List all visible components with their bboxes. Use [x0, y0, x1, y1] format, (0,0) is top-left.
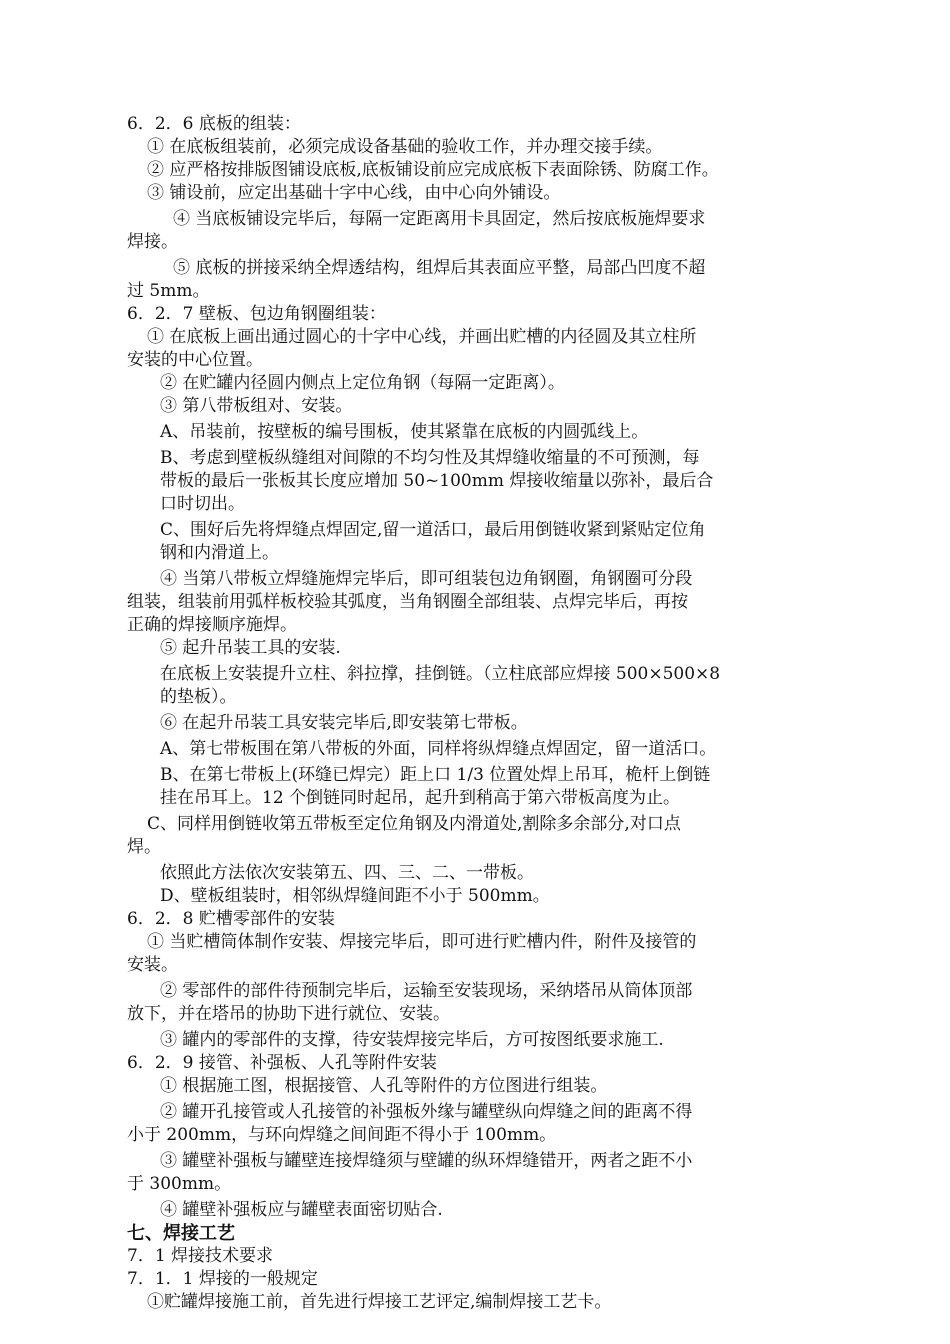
- paragraph: 依照此方法依次安装第五、四、三、二、一带板。: [160, 863, 534, 883]
- paragraph: ① 在底板组装前，必须完成设备基础的验收工作，并办理交接手续。: [147, 137, 663, 157]
- paragraph: ③ 罐壁补强板与罐壁连接焊缝须与壁罐的纵环焊缝错开，两者之距不小: [160, 1151, 693, 1171]
- paragraph: ⑤ 底板的拼接采纳全焊透结构，组焊后其表面应平整，局部凸凹度不超: [173, 258, 706, 278]
- document-page: [127, 113, 827, 1314]
- paragraph-continuation: 的垫板）。: [160, 687, 237, 707]
- paragraph-continuation: 口时切出。: [160, 494, 245, 514]
- paragraph-continuation: 挂在吊耳上。12 个倒链同时起吊，起升到稍高于第六带板高度为止。: [160, 788, 681, 808]
- paragraph-continuation: 小于 200mm，与环向焊缝之间间距不得小于 100mm。: [127, 1125, 557, 1145]
- paragraph-continuation: 正确的焊接顺序施焊。: [127, 615, 297, 635]
- section-heading-6-2-8: 6．2．8 贮槽零部件的安装: [127, 909, 335, 929]
- paragraph-continuation: 过 5mm。: [127, 281, 210, 301]
- paragraph: B、在第七带板上(环缝已焊完）距上口 1/3 位置处焊上吊耳，桅杆上倒链: [160, 765, 711, 785]
- paragraph: C、围好后先将焊缝点焊固定,留一道活口，最后用倒链收紧到紧贴定位角: [160, 520, 706, 540]
- paragraph: ① 当贮槽筒体制作安装、焊接完毕后，即可进行贮槽内件，附件及接管的: [147, 932, 697, 952]
- paragraph-continuation: 安装的中心位置。: [127, 350, 263, 370]
- paragraph: ② 在贮罐内径圆内侧点上定位角钢（每隔一定距离）。: [160, 373, 565, 393]
- paragraph: 在底板上安装提升立柱、斜拉撑，挂倒链。（立柱底部应焊接 500×500×8: [160, 664, 721, 684]
- paragraph: ④ 当底板铺设完毕后，每隔一定距离用卡具固定，然后按底板施焊要求: [173, 209, 706, 229]
- paragraph: ② 零部件的部件待预制完毕后，运输至安装现场，采纳塔吊从筒体顶部: [160, 981, 693, 1001]
- paragraph: ③ 罐内的零部件的支撑，待安装焊接完毕后，方可按图纸要求施工.: [160, 1030, 664, 1050]
- paragraph: A、第七带板围在第八带板的外面，同样将纵焊缝点焊固定，留一道活口。: [160, 739, 717, 759]
- paragraph: ④ 当第八带板立焊缝施焊完毕后，即可组装包边角钢圈，角钢圈可分段: [160, 569, 693, 589]
- section-heading-6-2-9: 6．2．9 接管、补强板、人孔等附件安装: [127, 1053, 437, 1073]
- section-heading-6-2-6: 6．2．6 底板的组装：: [127, 114, 301, 134]
- section-heading-6-2-7: 6．2．7 壁板、包边角钢圈组装：: [127, 304, 386, 324]
- paragraph: ① 在底板上画出通过圆心的十字中心线，并画出贮槽的内径圆及其立柱所: [147, 327, 697, 347]
- paragraph: ①贮罐焊接施工前，首先进行焊接工艺评定,编制焊接工艺卡。: [147, 1292, 612, 1312]
- paragraph-continuation: 放下，并在塔吊的协助下进行就位、安装。: [127, 1004, 450, 1024]
- paragraph-continuation: 钢和内滑道上。: [160, 543, 279, 563]
- paragraph: ② 罐开孔接管或人孔接管的补强板外缘与罐壁纵向焊缝之间的距离不得: [160, 1102, 693, 1122]
- paragraph: D、壁板组装时，相邻纵焊缝间距不小于 500mm。: [160, 886, 550, 906]
- paragraph: A、吊装前，按壁板的编号围板，使其紧靠在底板的内圆弧线上。: [160, 422, 649, 442]
- section-heading-7-1: 7．1 焊接技术要求: [127, 1246, 274, 1266]
- paragraph: ③ 第八带板组对、安装。: [160, 396, 353, 416]
- paragraph: C、同样用倒链收第五带板至定位角钢及内滑道处,割除多余部分,对口点: [147, 814, 681, 834]
- paragraph: ① 根据施工图，根据接管、人孔等附件的方位图进行组装。: [160, 1076, 608, 1096]
- chapter-heading-welding-process: 七、焊接工艺: [127, 1223, 235, 1244]
- paragraph-continuation: 带板的最后一张板其长度应增加 50~100mm 焊接收缩量以弥补，最后合: [160, 471, 714, 491]
- paragraph: ④ 罐壁补强板应与罐壁表面密切贴合.: [160, 1200, 443, 1220]
- paragraph-continuation: 组装，组装前用弧样板校验其弧度，当角钢圈全部组装、点焊完毕后，再按: [127, 592, 688, 612]
- paragraph-continuation: 焊。: [127, 837, 161, 857]
- paragraph: ⑤ 起升吊装工具的安装.: [160, 638, 341, 658]
- paragraph-continuation: 于 300mm。: [127, 1174, 232, 1194]
- paragraph-continuation: 焊接。: [127, 232, 178, 252]
- paragraph-continuation: 安装。: [127, 955, 178, 975]
- paragraph: ③ 铺设前，应定出基础十字中心线，由中心向外铺设。: [147, 183, 561, 203]
- paragraph: ⑥ 在起升吊装工具安装完毕后,即安装第七带板。: [160, 713, 528, 733]
- paragraph: ② 应严格按排版图铺设底板,底板铺设前应完成底板下表面除锈、防腐工作。: [147, 160, 719, 180]
- paragraph: B、考虑到壁板纵缝组对间隙的不均匀性及其焊缝收缩量的不可预测，每: [160, 448, 700, 468]
- section-heading-7-1-1: 7．1．1 焊接的一般规定: [127, 1269, 318, 1289]
